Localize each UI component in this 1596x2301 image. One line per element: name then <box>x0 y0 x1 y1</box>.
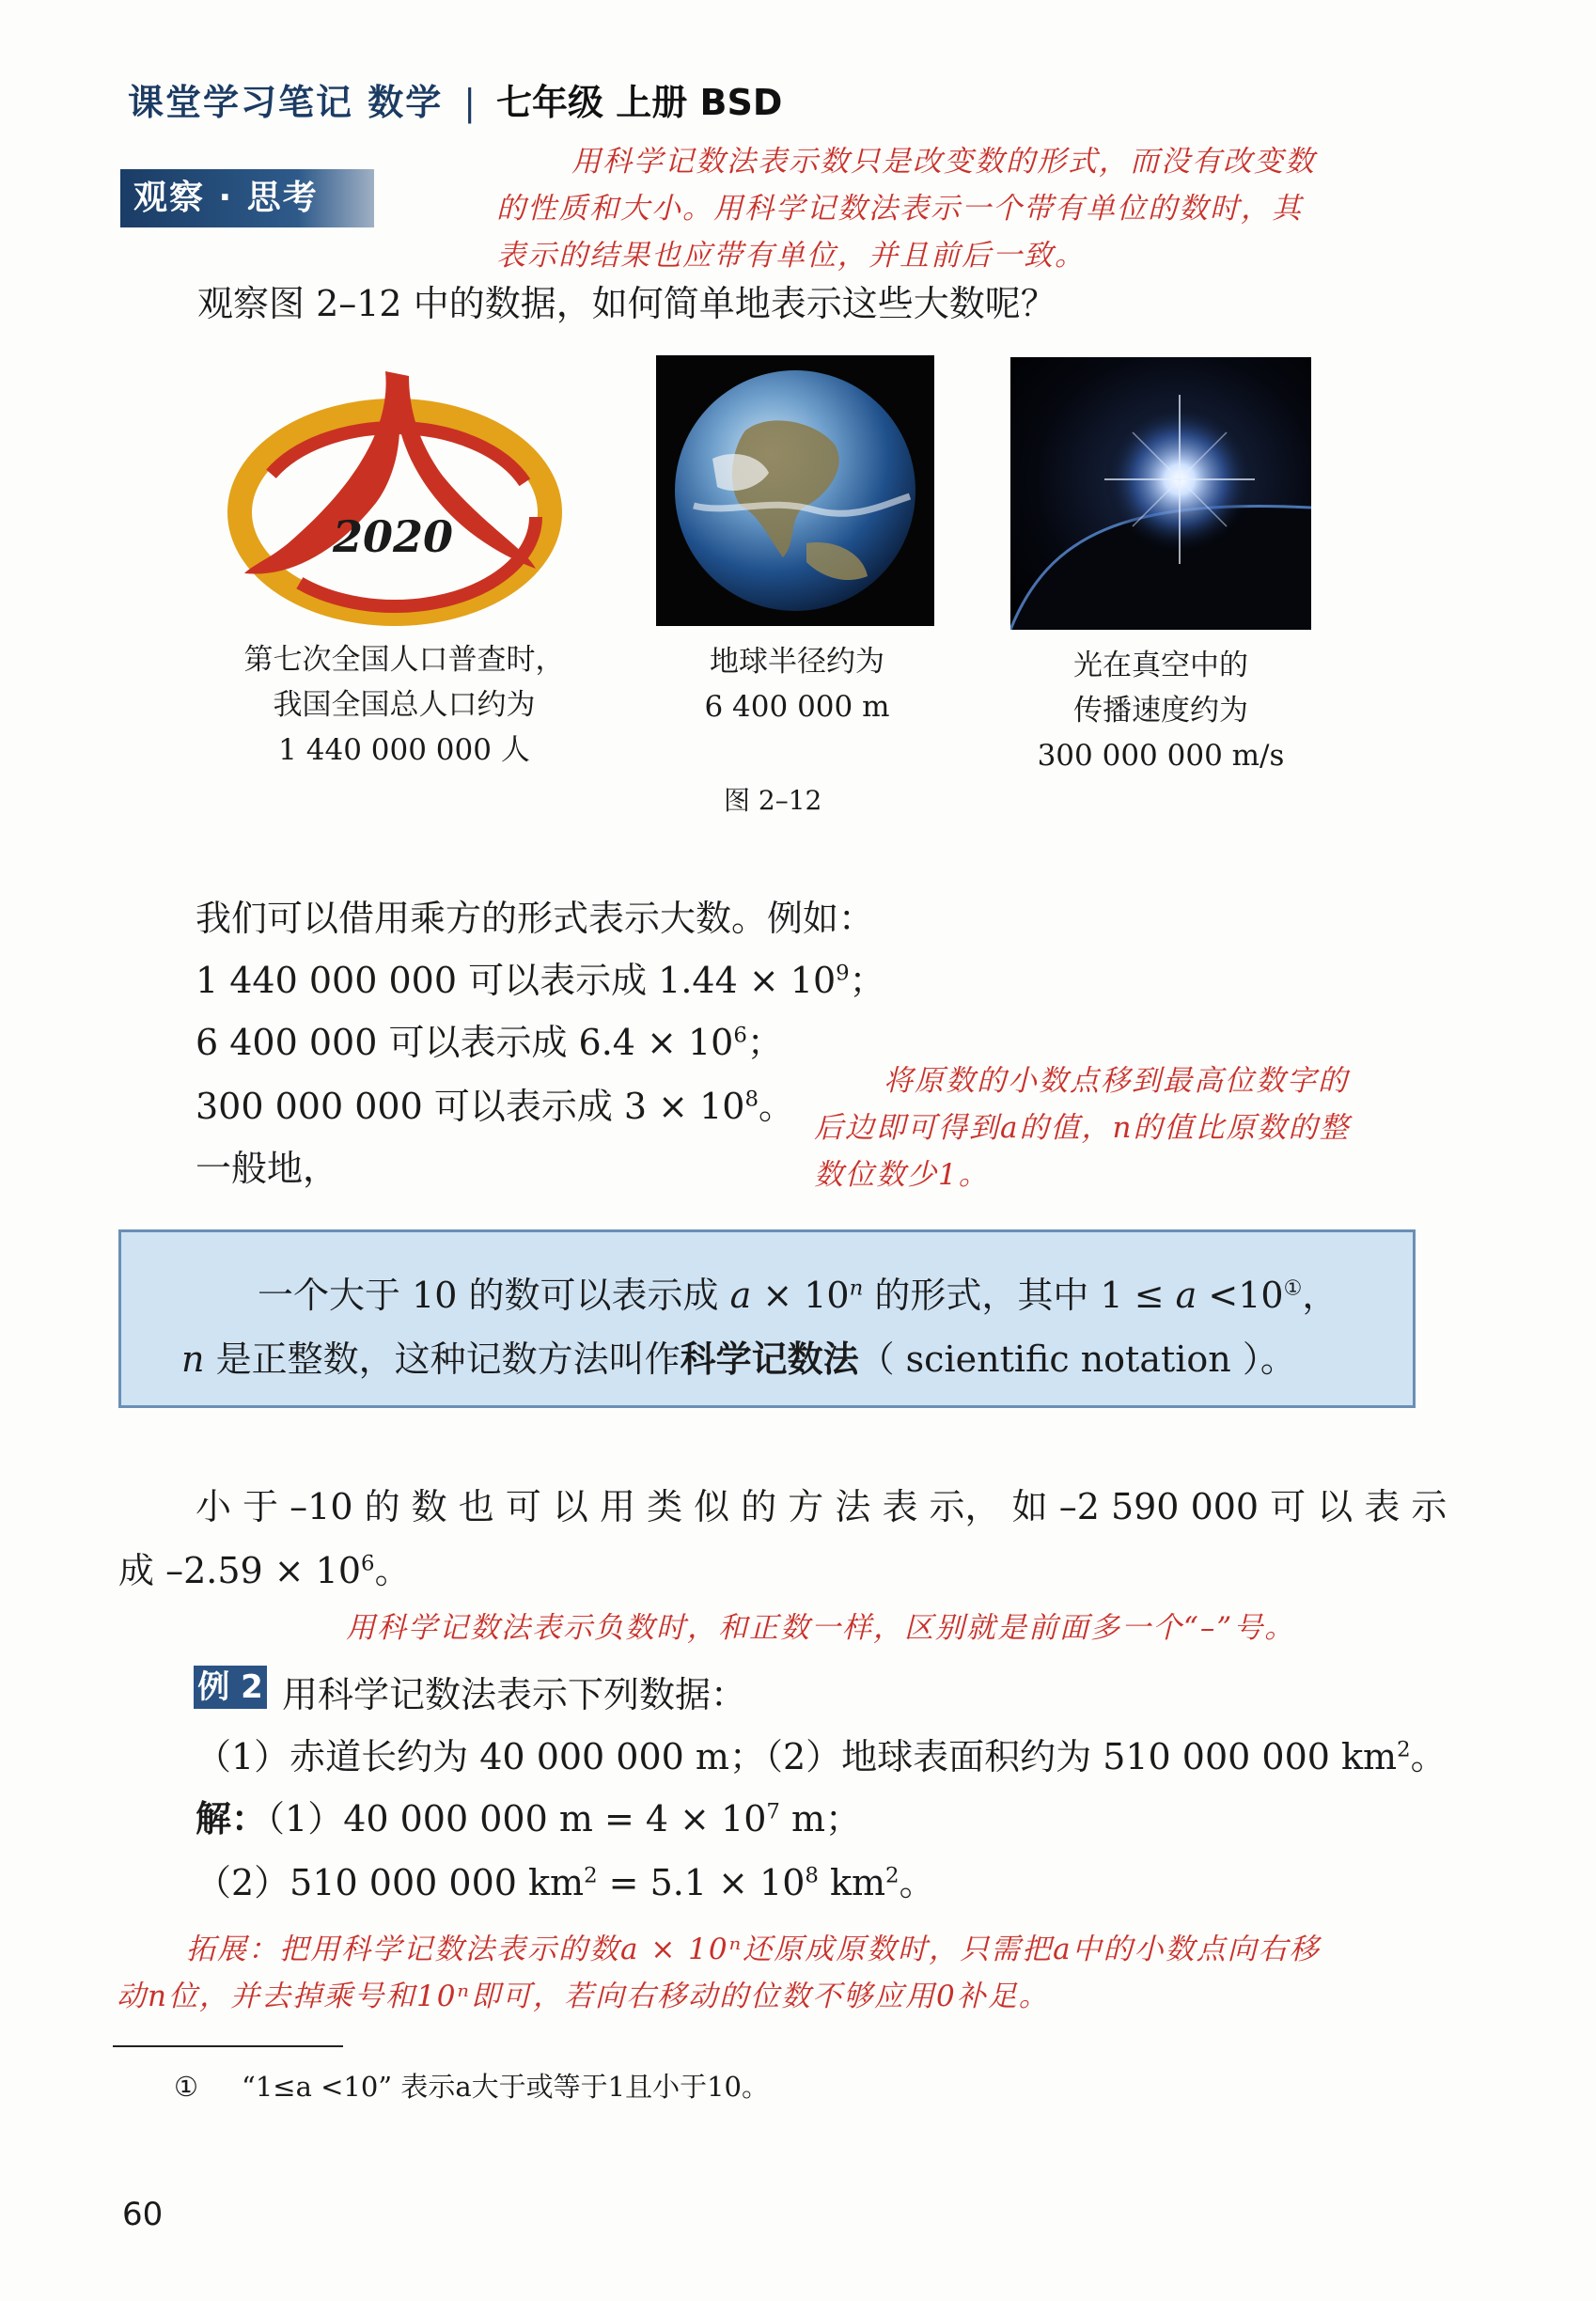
note-mid-line-1: 将原数的小数点移到最高位数字的 <box>884 1064 1349 1098</box>
body-example-1: 1 440 000 000 可以表示成 $1.44 \times 10^9$； <box>196 960 885 1001</box>
note-top-line-2: 的性质和大小。用科学记数法表示一个带有单位的数时，其 <box>496 192 1303 226</box>
example-title: 用科学记数法表示下列数据： <box>282 1674 747 1715</box>
note-top-line-1: 用科学记数法表示数只是改变数的形式，而没有改变数 <box>571 145 1316 179</box>
definition-line-1: 一个大于 10 的数可以表示成 $a \times 10^n$ 的形式，其中 1 ≤ a <10①， <box>258 1275 1338 1316</box>
footnote-divider <box>113 2045 343 2047</box>
negative-line-2: 成 $-2.59 \times 10^6$。 <box>118 1550 411 1591</box>
caption-light <box>1010 643 1311 778</box>
caption-population-line-2: 我国全国总人口约为 <box>273 688 536 722</box>
definition-box <box>118 1229 1416 1408</box>
negative-line-1: 小 于 –10 的 数 也 可 以 用 类 似 的 方 法 表 示， 如 –2 590 000 可 以 表 示 <box>196 1486 1447 1527</box>
page-number: 60 <box>122 2196 164 2233</box>
note-extend-line-2: 动n位，并去掉乘号和10ⁿ即可，若向右移动的位数不够应用0补足。 <box>117 1980 1050 2013</box>
logo-year: 2020 <box>332 511 454 562</box>
caption-population-line-3: 1 440 000 000 人 <box>278 733 530 767</box>
header-separator: | <box>463 82 477 123</box>
note-mid-line-3: 数位数少1。 <box>814 1158 990 1192</box>
body-example-3: 300 000 000 可以表示成 $3 \times 10^8$。 <box>196 1086 794 1127</box>
book-title: 课堂学习笔记 数学 <box>128 82 444 123</box>
body-general: 一般地， <box>196 1148 339 1189</box>
caption-light-line-3: 300 000 000 m/s <box>1037 739 1285 773</box>
grade-label: 七年级 上册 BSD <box>496 82 783 123</box>
caption-earth <box>656 639 938 729</box>
caption-population <box>226 637 583 773</box>
census-logo <box>226 352 564 634</box>
body-intro: 我们可以借用乘方的形式表示大数。例如： <box>196 898 875 939</box>
footnote-marker: ① <box>1283 1276 1303 1301</box>
example-question: （1）赤道长约为 40 000 000 m；（2）地球表面积约为 510 000 000 $km^2$。 <box>196 1736 1447 1777</box>
footnote-mark: ① <box>174 2071 198 2103</box>
note-negative: 用科学记数法表示负数时，和正数一样，区别就是前面多一个“–”号。 <box>346 1611 1296 1645</box>
figure-label: 图 2–12 <box>724 785 822 816</box>
term-scientific-notation: 科学记数法 <box>680 1338 859 1380</box>
definition-line-2: n 是正整数，这种记数方法叫作科学记数法（ scientific notation ）。 <box>181 1338 1296 1380</box>
caption-population-line-1: 第七次全国人口普查时， <box>243 643 565 677</box>
light-icon <box>1010 357 1311 630</box>
page-header <box>128 73 782 125</box>
example-solution-1: 解：（1）40 000 000 $m = 4 \times 10^7$ m； <box>196 1798 862 1839</box>
question-text: 观察图 2–12 中的数据，如何简单地表示这些大数呢？ <box>197 283 1056 324</box>
solution-label: 解： <box>196 1798 268 1839</box>
light-space-photo <box>1010 357 1311 630</box>
footnote-text: “1≤a <10” 表示a大于或等于1且小于10。 <box>242 2071 769 2103</box>
caption-light-line-2: 传播速度约为 <box>1073 694 1248 728</box>
observe-think-tag: 观察 · 思考 <box>120 169 374 227</box>
example-solution-2: （2）510 000 000 $km^2 = 5.1 \times 10^8$ $km^2$。 <box>196 1862 935 1903</box>
note-extend-line-1: 拓展：把用科学记数法表示的数a × 10ⁿ还原成原数时，只需把a中的小数点向右移 <box>186 1933 1321 1966</box>
caption-earth-line-1: 地球半径约为 <box>710 645 884 679</box>
note-mid-line-2: 后边即可得到a的值，n的值比原数的整 <box>814 1111 1351 1145</box>
caption-light-line-1: 光在真空中的 <box>1073 649 1248 682</box>
example-badge: 例 2 <box>194 1666 267 1709</box>
body-example-2: 6 400 000 可以表示成 $6.4 \times 10^6$； <box>196 1022 783 1063</box>
earth-photo <box>656 355 934 626</box>
earth-icon <box>656 355 934 626</box>
caption-earth-line-2: 6 400 000 m <box>704 690 890 724</box>
footnote <box>174 2066 769 2105</box>
note-top-line-3: 表示的结果也应带有单位，并且前后一致。 <box>496 239 1086 273</box>
